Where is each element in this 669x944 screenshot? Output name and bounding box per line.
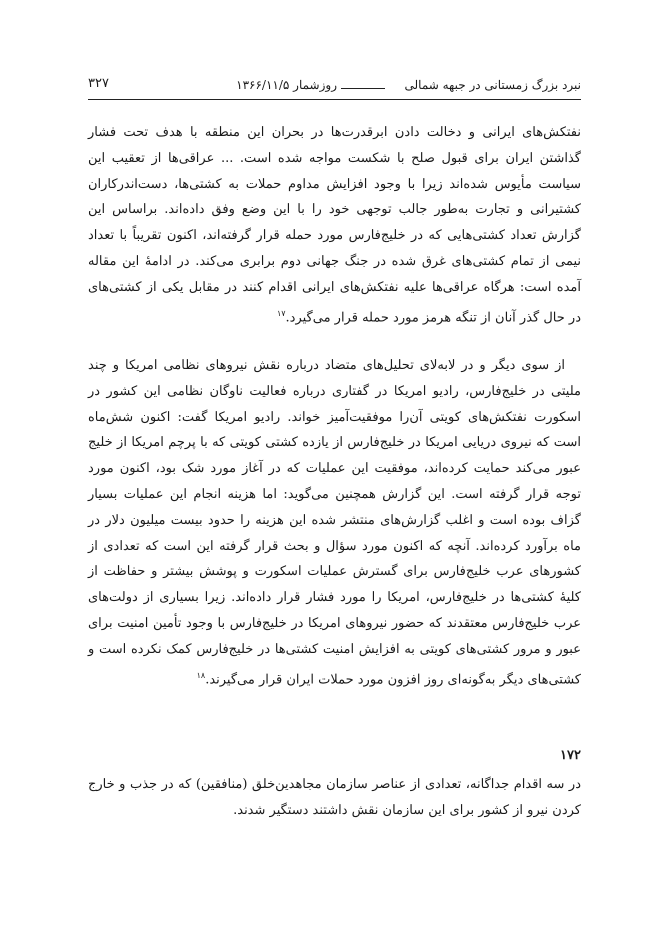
entry-paragraph (88, 772, 581, 824)
header-divider (88, 99, 581, 100)
header-title: نبرد بزرگ زمستانی در جبهه شمالی (404, 78, 581, 92)
paragraph-1 (88, 120, 581, 331)
header-date: روزشمار ۱۳۶۶/۱۱/۵ (236, 78, 337, 92)
footnote-ref-17: ۱۷ (276, 308, 286, 318)
entry-number: ۱۷۲ (560, 748, 581, 763)
running-header (88, 76, 581, 98)
paragraph-2-text: از سوی دیگر و در لابه‌لای تحلیل‌های متضاد درباره نقش نیروهای نظامی امریکا و چند ملیتی در خلیج‌فارس، رادیو امریکا در گفتاری درباره فعالیت ناوگان نظامی این کشور در اسکورت نفتکش‌های کویتی آن‌را موفقیت‌آمیز خواند. رادیو امریکا گفت: اکنون شش‌ماه است که نیروی دریایی امریکا در خلیج‌فارس از یازده کشتی کویتی که با پرچم امریکا از خلیج عبور می‌کند حمایت کرده‌اند، موفقیت این عملیات که در آغاز مورد شک بود، اکنون مورد توجه قرار گرفته است. این گزارش همچنین می‌گوید: اما هزینه انجام این عملیات بسیار گزاف بوده است و اغلب گزارش‌های منتشر شده این هزینه را حدود بیست میلیون دلار در ماه برآورد کرده‌اند. آنچه که اکنون مورد سؤال و بحث قرار گرفته این است که تعدادی از کشورهای عرب خلیج‌فارس برای گسترش عملیات اسکورت و پوشش بیشتر و حفاظت از کلیهٔ کشتی‌ها در خلیج‌فارس، امریکا را مورد فشار قرار داده‌اند. زیرا بسیاری از دولت‌های عرب خلیج‌فارس معتقدند که حضور نیروهای امریکا در خلیج‌فارس با وجود تأمین امنیت برای عبور و مرور کشتی‌های کویتی به افزایش امنیت کشتی‌ها در خلیج‌فارس کمک نکرده است و کشتی‌های دیگر به‌گونه‌ای روز افزون مورد حملات ایران قرار می‌گیرند. (88, 358, 582, 687)
header-date-group (236, 78, 389, 92)
paragraph-2 (88, 353, 581, 693)
paragraph-1-text: نفتکش‌های ایرانی و دخالت دادن ابرقدرت‌ها در بحران این منطقه با هدف تحت فشار گذاشتن ایران برای قبول صلح با شکست مواجه شده است. ... عراقی‌ها از تعقیب این سیاست مأیوس شده‌اند زیرا با وجود افزایش مداوم حملات به کشتی‌ها، دست‌اندرکاران کشتیرانی و تجارت به‌طور جالب توجهی خود را با این وضع وفق داده‌اند. براساس این گزارش تعداد کشتی‌هایی که در خلیج‌فارس مورد حمله قرار گرفته‌اند، اکنون تقریباً با تعداد نیمی از تمام کشتی‌های غرق شده در جنگ جهانی دوم برابری می‌کند. در ادامهٔ این مقاله آمده است: هرگاه عراقی‌ها علیه نفتکش‌های ایرانی اقدام کنند در مقابل یکی از کشتی‌های در حال گذر آنان از تنگه هرمز مورد حمله قرار می‌گیرد. (88, 125, 581, 325)
page-number: ۳۲۷ (88, 76, 109, 91)
footnote-ref-18: ۱۸ (196, 670, 206, 680)
header-date-rule (341, 88, 385, 89)
entry-text: در سه اقدام جداگانه، تعدادی از عناصر سازمان مجاهدین‌خلق (منافقین) که در جذب و خارج کردن نیرو از کشور برای این سازمان نقش داشتند دستگیر شدند. (88, 777, 581, 818)
